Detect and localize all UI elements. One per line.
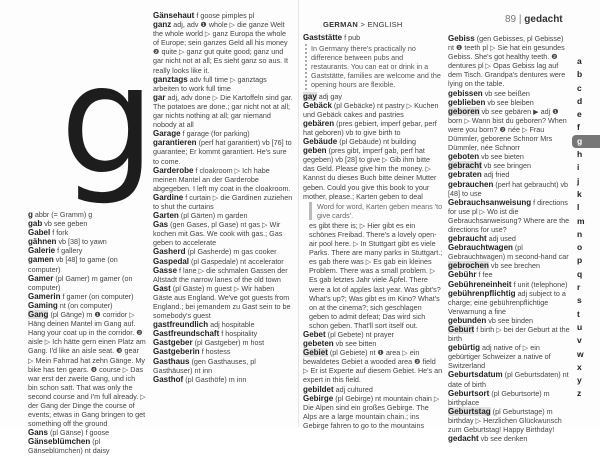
dictionary-entry <box>153 357 293 375</box>
entry-definition: vb see brechen <box>490 261 541 271</box>
entry-definition: (perf hat garantiert) vb [76] to guarantee; Er kommt garantiert. He's sure to come. <box>153 138 292 166</box>
entry-definition: nt (on computer) <box>59 300 113 310</box>
entry-definition: vb [38] to yawn <box>58 237 107 247</box>
entry-definition: vb see binden <box>488 315 533 325</box>
thumb-tab-l[interactable]: l <box>577 202 580 213</box>
headword: gebührenpflichtig <box>448 288 516 298</box>
dictionary-entry <box>448 270 570 279</box>
dictionary-entry <box>448 370 570 388</box>
dictionary-entry <box>448 316 570 325</box>
dictionary-entry <box>153 93 293 129</box>
headword: ganztags <box>153 74 188 84</box>
thumb-tab-k[interactable]: k <box>577 188 582 199</box>
entry-definition: vb see gebären ▶ adj ❶ born ▷ Wann bist du geboren? When were you born? ❷ née ▷ Frau Dümmler, geborene Schnorr Mrs Dümmler, née Schnorr <box>448 106 567 153</box>
headword: gebürtig <box>448 343 480 353</box>
dictionary-entry <box>448 243 570 261</box>
thumb-tab-i[interactable]: i <box>577 162 580 173</box>
headword: geboren <box>448 106 480 116</box>
entry-definition: adj native of ▷ ein gebürtiger Schweizer a native of Switzerland <box>448 343 551 371</box>
headword: Gebühr <box>448 270 477 280</box>
alphabet-thumb-index <box>570 55 600 401</box>
entry-definition: (pl Gäste) m guest ▷ Wir haben Gäste aus England. We've got guests from England.; bei jemandem zu Gast sein to be somebody's guest <box>153 283 291 321</box>
entry-definition: (pl Geburtsdaten) nt date of birth <box>448 370 569 389</box>
dictionary-entry <box>303 339 443 348</box>
entry-definition: (pl Gastgeber) m host <box>194 338 265 348</box>
entry-definition: adj cultured <box>335 384 373 394</box>
literal-note: Word for word, Karten geben means 'to give cards'. <box>309 202 443 220</box>
dictionary-entry <box>153 284 293 320</box>
thumb-tab-y[interactable]: y <box>577 375 582 386</box>
thumb-tab-j[interactable]: j <box>577 175 580 186</box>
entry-definition: (pl Gänseblümchen) nt daisy <box>28 437 110 456</box>
column-1 <box>28 210 146 456</box>
entry-definition: vb see denken <box>480 434 528 444</box>
column-2 <box>153 11 293 384</box>
entry-definition: f goose pimples pl <box>196 11 255 20</box>
headword: Gebirge <box>303 393 334 403</box>
headword: Gebühreneinheit <box>448 279 512 289</box>
entry-definition: f gallery <box>57 246 83 256</box>
entry-definition: vb see bitten <box>335 339 377 349</box>
entry-definition: f unit (telephone) <box>513 279 568 289</box>
dictionary-entry <box>153 247 293 256</box>
headword: Garderobe <box>153 165 194 175</box>
entry-definition: (pres gibt, imperf gab, perf hat gegeben) vb [28] to give ▷ Gib ihm bitte das Geld. Please give him the money. ▷ Kannst du dieses Buch bitte deiner Mutter geben. Could you give this book to your mother, please.; Karten geben to deal <box>303 146 437 201</box>
language-header <box>323 20 403 29</box>
headword: Gardine <box>153 192 184 202</box>
entry-definition: (pl Gebirge) nt mountain chain ▷ Die Alpen sind ein großes Gebirge. The Alps are a large mountain chain.; ins Gebirge fahren to go to the mountains <box>303 393 440 430</box>
thumb-tab-x[interactable]: x <box>577 361 582 372</box>
arrow: > <box>360 20 366 29</box>
headword: gebären <box>303 118 335 128</box>
entry-definition: adj subject to a charge; eine gebührenpflichtige Verwarnung a fine <box>448 288 566 316</box>
entry-definition: (pl Gebiete) nt ❶ area ▷ ein bewaldetes Gebiet a wooded area ❷ field ▷ Er ist Experte auf diesem Gebiet. He's an expert in this field. <box>303 348 443 385</box>
entry-definition: (gen Gasthauses, pl Gasthäuser) nt inn <box>153 356 256 375</box>
column-3 <box>303 33 443 430</box>
entry-definition: (pl Gebäude) nt building <box>339 137 416 147</box>
dictionary-entry <box>153 347 293 356</box>
headword: Gamer <box>28 273 54 283</box>
entry-definition: f fork <box>52 228 69 238</box>
dictionary-entry <box>303 137 443 146</box>
left-page <box>0 0 299 456</box>
headword: gastfreundlich <box>153 320 209 330</box>
dictionary-entry <box>153 75 293 93</box>
headword: Gebiet <box>303 348 328 358</box>
dictionary-entry <box>303 146 443 201</box>
headword: geboten <box>448 152 480 162</box>
guide-word: gedacht <box>524 14 563 25</box>
dictionary-entry <box>303 119 443 137</box>
dictionary-entry <box>448 170 570 179</box>
headword: geblieben <box>448 97 486 107</box>
headword: Gastfreundschaft <box>153 329 220 339</box>
entry-definition: (gen Gebisses, pl Gebisse) nt ❶ teeth pl ▷ Sie hat ein gesundes Gebiss. She's got healthy teeth. ❷ dentures pl ▷ Opas Gebiss lag auf dem Tisch. Grandpa's dentures were lying on the table. <box>448 34 566 89</box>
entry-definition: (pl Gärten) m garden <box>180 211 248 221</box>
dictionary-entry <box>28 228 146 237</box>
usage-info-box: In Germany there's practically no difference between pubs and restaurants. You can eat or drink in a Gaststätte, families are welcome and the opening hours are flexible. <box>305 44 443 89</box>
dictionary-entry <box>153 166 293 193</box>
entry-definition: adj gay <box>318 91 342 101</box>
dictionary-entry <box>303 92 443 101</box>
entry-definition: f lane ▷ die schmalen Gassen der Altstadt the narrow lanes of the old town <box>153 265 288 284</box>
dictionary-entry <box>448 34 570 89</box>
entry-definition: adj, adv ❶ whole ▷ die ganze Welt the whole world ▷ ganz Europa the whole of Europe; sein ganzes Geld all his money ❷ quite ▷ ganz gut quite good; ganz und gar nicht not at all; Es sieht ganz so aus. It really looks like it. <box>153 20 289 75</box>
headword: Gänseblümchen <box>28 437 91 447</box>
dictionary-entry <box>153 266 293 284</box>
dictionary-entry <box>303 385 443 394</box>
headword: Gaming <box>28 300 58 310</box>
header-separator: | <box>518 14 522 25</box>
headword: Gebäude <box>303 137 338 147</box>
headword: gebrochen <box>448 261 489 271</box>
thumb-tab-h[interactable]: h <box>577 149 583 160</box>
dictionary-entry <box>28 292 146 301</box>
thumb-tab-w[interactable]: w <box>577 348 584 359</box>
thumb-tab-q[interactable]: q <box>577 268 583 279</box>
thumb-tab-t[interactable]: t <box>577 308 580 319</box>
dictionary-entry <box>153 211 293 220</box>
column-4 <box>448 34 570 443</box>
headword: Gast <box>153 283 171 293</box>
thumb-tab-d[interactable]: d <box>577 95 583 106</box>
dictionary-entry <box>153 11 293 20</box>
headword: gab <box>28 219 43 229</box>
entry-definition: f hostess <box>201 347 231 357</box>
thumb-tab-p[interactable]: p <box>577 255 583 266</box>
headword: Gasthof <box>153 374 184 384</box>
page-number: 89 <box>505 14 517 25</box>
headword: Geburtsdatum <box>448 370 503 380</box>
dictionary-entry <box>153 138 293 165</box>
entry-definition: (pl Gasherde) m gas cooker <box>187 247 277 257</box>
headword: Gabel <box>28 228 51 238</box>
entry-definition: (pl Geburtsorte) m birthplace <box>448 388 550 407</box>
entry-definition: adj used <box>488 234 516 244</box>
dictionary-entry <box>153 320 293 329</box>
entry-definition: f gamer (on computer) <box>62 291 134 301</box>
dictionary-entry <box>153 329 293 338</box>
thumb-tab-u[interactable]: u <box>577 321 583 332</box>
entry-definition: (pl Geburtstage) m birthday ▷ Herzlichen Glückwunsch zum Geburtstag! Happy Birthday! <box>448 406 562 435</box>
headword: Gang <box>28 310 49 320</box>
dictionary-entry <box>448 234 570 243</box>
entry-definition: adj, adv done ▷ Die Kartoffeln sind gar. The potatoes are done.; gar nicht not at all; gar nichts nothing at all; gar niemand nobody at all <box>153 92 293 130</box>
headword: Gas <box>153 220 169 230</box>
entry-definition: vb see bleiben <box>487 97 534 107</box>
headword: gebracht <box>448 161 482 171</box>
dictionary-entry <box>153 20 293 75</box>
headword: Gasthaus <box>153 356 190 366</box>
dictionary-entry <box>153 193 293 211</box>
dictionary-entry <box>28 274 146 292</box>
thumb-tab-e[interactable]: e <box>577 109 582 120</box>
section-letter: g <box>60 34 156 208</box>
headword: Gasse <box>153 265 178 275</box>
entry-definition: f pub <box>344 33 361 42</box>
dictionary-entry <box>153 220 293 247</box>
dictionary-entry <box>28 246 146 255</box>
entry-definition: f directions for use pl ▷ Wo ist die Gebrauchsanweisung? Where are the directions for use? <box>448 197 570 234</box>
dictionary-entry <box>448 98 570 107</box>
thumb-tab-g[interactable]: g <box>572 135 600 148</box>
dictionary-entry <box>28 255 146 273</box>
headword: Gebrauchtwagen <box>448 243 513 253</box>
dictionary-entry <box>303 348 443 384</box>
dictionary-entry <box>28 210 146 219</box>
headword: gebrauchen <box>448 179 494 189</box>
headword: gay <box>303 91 317 101</box>
dictionary-entry <box>28 219 146 228</box>
dictionary-entry <box>28 237 146 246</box>
thumb-tab-n[interactable]: n <box>577 228 583 239</box>
entry-definition: (pl Gasthöfe) m inn <box>185 374 247 384</box>
dictionary-entry <box>28 301 146 310</box>
source-language: GERMAN <box>323 20 359 29</box>
dictionary-entry <box>448 161 570 170</box>
dictionary-entry <box>28 428 146 437</box>
dictionary-entry <box>303 330 443 339</box>
entry-definition: (pl Gebete) nt prayer <box>327 330 394 339</box>
entry-definition: (pl Gänge) m ❶ corridor ▷ Häng deinen Mantel im Gang auf. Hang your coat up in the corridor. ❷ aisle ▷ Ich hätte gern einen Platz am Gang. I'd like an aisle seat. ❸ gear ▷ Mein Fahrrad hat zehn Gänge. My bike has ten gears. ❹ course ▷ Das war erst der zweite Gang, und ich bin schon satt. That was only the second course and I'm full already. ▷ der Gang der Dinge the course of events; etwas in Gang bringen to get something off the ground <box>28 310 146 429</box>
dictionary-entry <box>153 375 293 384</box>
headword: Gebrauchsanweisung <box>448 197 532 207</box>
headword: gebraucht <box>448 234 487 244</box>
dictionary-entry <box>448 198 570 234</box>
dictionary-entry <box>28 437 146 455</box>
thumb-tab-o[interactable]: o <box>577 242 583 253</box>
entry-definition: f curtain ▷ die Gardinen zuziehen to shut the curtains <box>153 192 293 211</box>
dictionary-entry <box>303 33 443 42</box>
headword: ganz <box>153 20 172 30</box>
headword: Gans <box>28 428 49 438</box>
entry-definition: (pl Gamer) m gamer (on computer) <box>28 273 133 292</box>
headword: Garten <box>153 211 179 221</box>
dictionary-entry <box>303 394 443 430</box>
dictionary-entry <box>448 152 570 161</box>
thumb-tab-m[interactable]: m <box>577 215 585 226</box>
dictionary-entry <box>153 338 293 347</box>
headword: Garage <box>153 129 181 139</box>
entry-definition: (pres gebiert, imperf gebar, perf hat geboren) vb to give birth to <box>303 118 437 137</box>
entry-definition: adj fried <box>483 170 510 180</box>
entry-definition: vb see bieten <box>481 152 524 162</box>
entry-definition: adj hospitable <box>210 320 255 330</box>
entry-definition: vb see geben <box>44 219 88 229</box>
entry-definition: (pl Gänse) f goose <box>50 428 110 438</box>
entry-definition: f hospitality <box>221 329 258 339</box>
thumb-tab-c[interactable]: c <box>577 82 582 93</box>
thumb-tab-a[interactable]: a <box>577 56 582 66</box>
target-language: ENGLISH <box>367 20 403 29</box>
dictionary-entry <box>448 407 570 434</box>
headword: Gaststätte <box>303 33 343 42</box>
entry-definition: (pl Gaspedale) nt accelerator <box>191 256 284 266</box>
entry-definition: (perf hat gebraucht) vb [48] to use <box>448 179 569 198</box>
page-header <box>505 14 563 25</box>
dictionary-entry <box>448 180 570 198</box>
headword: geben <box>303 146 327 156</box>
headword: Geburtsort <box>448 388 490 398</box>
dictionary-entry <box>448 289 570 316</box>
headword: gamen <box>28 255 54 265</box>
headword: gebissen <box>448 88 483 98</box>
entry-definition: vb see beißen <box>484 88 530 98</box>
thumb-tab-r[interactable]: r <box>577 282 581 293</box>
thumb-tab-b[interactable]: b <box>577 69 583 80</box>
entry-definition: es gibt there is; ▷ Hier gibt es ein schönes Freibad. There's a lovely open-air pool here. ▷ In Stuttgart gibt es viele Parks. There are many parks in Stuttgart.; es gab there was ▷ Es gab ein kleines Problem. There was a small problem. ▷ Es gab letztes Jahr viele Äpfel. There were a lot of apples last year. Was gibt's? What's up?; Was gibt es im Kino? What's on at the cinema?; sich geschlagen geben to admit defeat; Das wird sich schon geben. That'll sort itself out. <box>309 220 443 330</box>
headword: gebunden <box>448 315 487 325</box>
headword: Geburt <box>448 325 475 334</box>
headword: Gebet <box>303 330 326 339</box>
dictionary-entry <box>153 257 293 266</box>
headword: Gebiss <box>448 34 475 43</box>
headword: gebeten <box>303 339 334 349</box>
dictionary-entry <box>448 325 570 343</box>
dictionary-entry <box>303 101 443 119</box>
entry-definition: adv full time ▷ ganztags arbeiten to work full time <box>153 74 267 93</box>
headword: Geburtstag <box>448 406 491 416</box>
headword: Gastgeberin <box>153 347 200 357</box>
headword: Gänsehaut <box>153 11 195 20</box>
entry-definition: (gen Gases, pl Gase) nt gas ▷ Wir kochen mit Gas. We cook with gas.; Gas geben to accelerate <box>153 220 283 248</box>
headword: gebildet <box>303 384 334 394</box>
entry-definition: (pl Gebrauchtwagen) m second-hand car <box>448 243 569 262</box>
dictionary-entry <box>448 280 570 289</box>
headword: Gebäck <box>303 100 332 110</box>
headword: g <box>28 210 33 219</box>
headword: Gamerin <box>28 291 61 301</box>
headword: gebraten <box>448 170 482 180</box>
entry-definition: f garage (for parking) <box>182 129 250 139</box>
headword: gedacht <box>448 434 479 444</box>
dictionary-entry <box>153 129 293 138</box>
entry-definition: (pl Gebäcke) nt pastry ▷ Kuchen und Gebäck cakes and pastries <box>303 100 439 119</box>
headword: Gasherd <box>153 247 186 257</box>
headword: Galerie <box>28 246 56 256</box>
entry-definition: vb [48] to game (on computer) <box>28 255 118 274</box>
headword: gähnen <box>28 237 57 247</box>
dictionary-entry <box>448 389 570 407</box>
entry-definition: f birth ▷ bei der Geburt at the birth <box>448 325 570 344</box>
dictionary-entry <box>448 434 570 443</box>
dictionary-entry <box>303 221 443 330</box>
headword: garantieren <box>153 138 197 148</box>
dictionary-entry <box>448 343 570 370</box>
dictionary-entry <box>28 310 146 428</box>
thumb-tab-f[interactable]: f <box>577 122 580 133</box>
dictionary-entry <box>448 261 570 270</box>
entry-definition: f fee <box>478 270 493 280</box>
dictionary-entry <box>448 89 570 98</box>
headword: Gastgeber <box>153 338 193 348</box>
thumb-tab-z[interactable]: z <box>577 388 582 399</box>
entry-definition: f cloakroom ▷ Ich habe meinen Mantel an der Garderobe abgegeben. I left my coat in the cloakroom. <box>153 165 291 193</box>
thumb-tab-s[interactable]: s <box>577 295 582 306</box>
dictionary-entry <box>448 107 570 152</box>
headword: Gaspedal <box>153 256 190 266</box>
thumb-tab-v[interactable]: v <box>577 335 582 346</box>
headword: gar <box>153 92 166 102</box>
entry-definition: vb see bringen <box>483 161 531 171</box>
entry-definition: abbr (= Gramm) g <box>34 210 93 219</box>
